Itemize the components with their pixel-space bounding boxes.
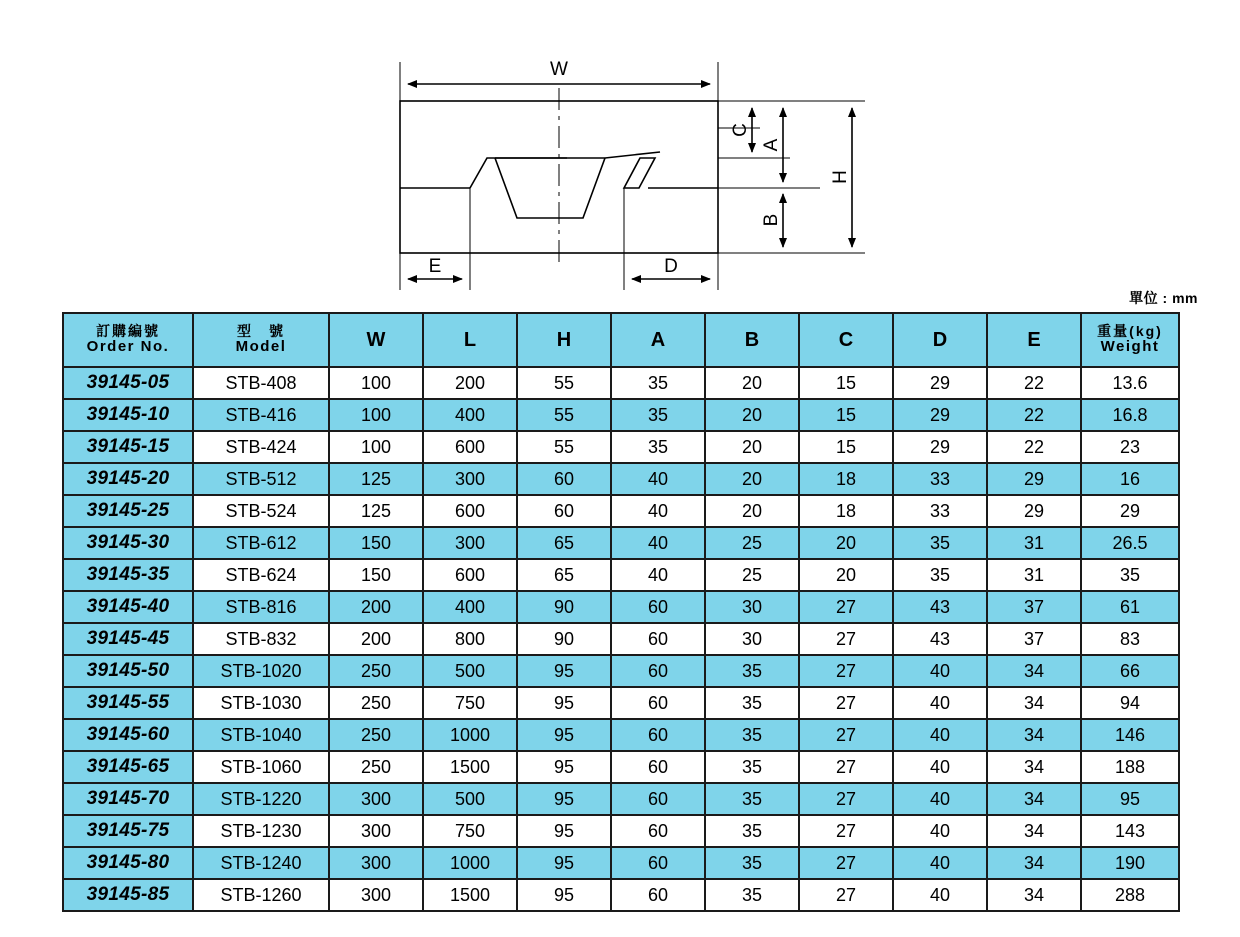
header-d: D	[893, 313, 987, 367]
table-body	[63, 367, 1179, 911]
cell-b: 30	[705, 591, 799, 623]
cell-w: 300	[329, 783, 423, 815]
cell-h: 55	[517, 431, 611, 463]
cell-h: 65	[517, 559, 611, 591]
cell-b: 30	[705, 623, 799, 655]
cell-c: 20	[799, 527, 893, 559]
header-row	[63, 313, 1179, 367]
cell-c: 27	[799, 591, 893, 623]
cell-order-no: 39145-75	[63, 815, 193, 847]
table-row	[63, 655, 1179, 687]
header-order-no-en: Order No.	[86, 338, 170, 356]
header-model-cn: 型 號	[237, 323, 285, 340]
label-B: B	[761, 213, 782, 227]
cell-model: STB-624	[193, 559, 329, 591]
cell-model: STB-816	[193, 591, 329, 623]
cell-b: 20	[705, 431, 799, 463]
cell-l: 300	[423, 463, 517, 495]
table-header	[63, 313, 1179, 367]
cell-b: 35	[705, 687, 799, 719]
cell-weight: 288	[1081, 879, 1179, 911]
cell-e: 34	[987, 847, 1081, 879]
cell-weight: 95	[1081, 783, 1179, 815]
spec-table	[62, 312, 1180, 912]
table-row	[63, 527, 1179, 559]
cell-order-no: 39145-85	[63, 879, 193, 911]
table-row	[63, 431, 1179, 463]
cell-a: 40	[611, 559, 705, 591]
cell-c: 27	[799, 815, 893, 847]
table-row	[63, 719, 1179, 751]
cell-d: 40	[893, 815, 987, 847]
cell-a: 60	[611, 591, 705, 623]
cell-h: 55	[517, 367, 611, 399]
header-l: L	[423, 313, 517, 367]
cell-b: 20	[705, 463, 799, 495]
cell-h: 95	[517, 847, 611, 879]
cell-order-no: 39145-60	[63, 719, 193, 751]
cell-weight: 13.6	[1081, 367, 1179, 399]
cell-d: 40	[893, 751, 987, 783]
label-C: C	[730, 123, 751, 137]
cell-order-no: 39145-20	[63, 463, 193, 495]
cell-b: 25	[705, 527, 799, 559]
header-weight	[1081, 313, 1179, 367]
header-w: W	[329, 313, 423, 367]
cell-model: STB-1220	[193, 783, 329, 815]
cell-d: 40	[893, 879, 987, 911]
cell-l: 200	[423, 367, 517, 399]
table-row	[63, 687, 1179, 719]
cell-e: 34	[987, 687, 1081, 719]
cell-model: STB-1060	[193, 751, 329, 783]
cell-c: 18	[799, 463, 893, 495]
cell-d: 43	[893, 591, 987, 623]
cell-model: STB-1030	[193, 687, 329, 719]
cell-a: 35	[611, 367, 705, 399]
cell-b: 35	[705, 815, 799, 847]
cell-w: 100	[329, 399, 423, 431]
cell-order-no: 39145-65	[63, 751, 193, 783]
cell-c: 15	[799, 399, 893, 431]
cell-c: 27	[799, 783, 893, 815]
cell-c: 20	[799, 559, 893, 591]
cell-weight: 66	[1081, 655, 1179, 687]
cell-weight: 29	[1081, 495, 1179, 527]
cell-d: 33	[893, 495, 987, 527]
cell-e: 34	[987, 879, 1081, 911]
cell-model: STB-1040	[193, 719, 329, 751]
cell-w: 125	[329, 463, 423, 495]
cell-a: 40	[611, 463, 705, 495]
cell-c: 18	[799, 495, 893, 527]
cell-weight: 16	[1081, 463, 1179, 495]
cell-e: 31	[987, 527, 1081, 559]
cell-a: 60	[611, 815, 705, 847]
table-row	[63, 623, 1179, 655]
cell-d: 29	[893, 367, 987, 399]
cell-a: 60	[611, 655, 705, 687]
cell-e: 22	[987, 431, 1081, 463]
cell-l: 1500	[423, 879, 517, 911]
cell-d: 29	[893, 399, 987, 431]
cell-h: 95	[517, 815, 611, 847]
cell-model: STB-1020	[193, 655, 329, 687]
cell-weight: 94	[1081, 687, 1179, 719]
label-D: D	[664, 256, 678, 277]
cell-w: 200	[329, 623, 423, 655]
cell-b: 20	[705, 367, 799, 399]
cell-weight: 188	[1081, 751, 1179, 783]
cell-model: STB-1240	[193, 847, 329, 879]
cell-b: 35	[705, 719, 799, 751]
cell-order-no: 39145-30	[63, 527, 193, 559]
label-A: A	[761, 138, 782, 152]
cell-c: 27	[799, 687, 893, 719]
cell-w: 300	[329, 815, 423, 847]
cell-h: 60	[517, 463, 611, 495]
cell-h: 95	[517, 783, 611, 815]
table-row	[63, 463, 1179, 495]
cell-a: 60	[611, 719, 705, 751]
cell-h: 55	[517, 399, 611, 431]
cell-a: 60	[611, 751, 705, 783]
cell-e: 22	[987, 367, 1081, 399]
cell-l: 600	[423, 559, 517, 591]
cell-l: 1000	[423, 719, 517, 751]
cell-w: 150	[329, 559, 423, 591]
cell-e: 37	[987, 623, 1081, 655]
cell-e: 34	[987, 751, 1081, 783]
cell-w: 300	[329, 879, 423, 911]
cell-w: 100	[329, 367, 423, 399]
cell-l: 750	[423, 815, 517, 847]
cell-a: 35	[611, 399, 705, 431]
cell-a: 60	[611, 847, 705, 879]
cell-weight: 26.5	[1081, 527, 1179, 559]
cell-e: 34	[987, 783, 1081, 815]
header-e: E	[987, 313, 1081, 367]
cell-e: 34	[987, 815, 1081, 847]
cell-order-no: 39145-80	[63, 847, 193, 879]
cell-w: 300	[329, 847, 423, 879]
cell-d: 35	[893, 527, 987, 559]
cell-l: 400	[423, 591, 517, 623]
table-row	[63, 367, 1179, 399]
cell-w: 200	[329, 591, 423, 623]
cell-h: 95	[517, 687, 611, 719]
cell-weight: 61	[1081, 591, 1179, 623]
cell-order-no: 39145-50	[63, 655, 193, 687]
cell-l: 500	[423, 655, 517, 687]
cell-order-no: 39145-15	[63, 431, 193, 463]
cell-w: 250	[329, 719, 423, 751]
cell-c: 15	[799, 431, 893, 463]
header-h: H	[517, 313, 611, 367]
table-row	[63, 815, 1179, 847]
cell-order-no: 39145-05	[63, 367, 193, 399]
cell-model: STB-1260	[193, 879, 329, 911]
cell-c: 27	[799, 751, 893, 783]
cell-w: 150	[329, 527, 423, 559]
cell-d: 40	[893, 655, 987, 687]
cell-c: 27	[799, 655, 893, 687]
cell-model: STB-416	[193, 399, 329, 431]
cell-order-no: 39145-40	[63, 591, 193, 623]
cell-w: 100	[329, 431, 423, 463]
header-c: C	[799, 313, 893, 367]
cell-d: 29	[893, 431, 987, 463]
cell-a: 60	[611, 687, 705, 719]
header-model-en: Model	[235, 338, 287, 356]
cell-weight: 190	[1081, 847, 1179, 879]
table-row	[63, 847, 1179, 879]
table-row	[63, 559, 1179, 591]
cell-a: 60	[611, 623, 705, 655]
cell-l: 800	[423, 623, 517, 655]
cell-h: 95	[517, 751, 611, 783]
cell-l: 500	[423, 783, 517, 815]
cell-model: STB-524	[193, 495, 329, 527]
cell-weight: 23	[1081, 431, 1179, 463]
cell-l: 600	[423, 431, 517, 463]
unit-note: 單位 : mm	[1129, 290, 1198, 306]
cell-model: STB-408	[193, 367, 329, 399]
cell-a: 40	[611, 495, 705, 527]
cell-h: 90	[517, 591, 611, 623]
cell-h: 95	[517, 719, 611, 751]
cell-e: 34	[987, 719, 1081, 751]
cell-model: STB-1230	[193, 815, 329, 847]
cell-b: 35	[705, 879, 799, 911]
cell-b: 20	[705, 495, 799, 527]
cell-a: 35	[611, 431, 705, 463]
cell-e: 29	[987, 463, 1081, 495]
table-row	[63, 495, 1179, 527]
label-E: E	[428, 256, 442, 277]
cell-w: 250	[329, 687, 423, 719]
header-a: A	[611, 313, 705, 367]
cell-l: 1000	[423, 847, 517, 879]
cell-b: 35	[705, 751, 799, 783]
cell-a: 40	[611, 527, 705, 559]
header-b: B	[705, 313, 799, 367]
cell-e: 34	[987, 655, 1081, 687]
cell-w: 250	[329, 655, 423, 687]
cell-model: STB-424	[193, 431, 329, 463]
table-row	[63, 751, 1179, 783]
cell-d: 40	[893, 719, 987, 751]
cell-order-no: 39145-45	[63, 623, 193, 655]
cell-c: 27	[799, 623, 893, 655]
spec-table-container	[62, 312, 1178, 912]
cell-c: 27	[799, 879, 893, 911]
dimension-drawing	[0, 0, 1240, 300]
header-weight-cn: 重量(kg)	[1097, 323, 1163, 340]
cell-a: 60	[611, 879, 705, 911]
cell-h: 90	[517, 623, 611, 655]
cell-w: 125	[329, 495, 423, 527]
cell-model: STB-612	[193, 527, 329, 559]
cell-d: 40	[893, 847, 987, 879]
cell-e: 22	[987, 399, 1081, 431]
cell-h: 60	[517, 495, 611, 527]
cell-weight: 83	[1081, 623, 1179, 655]
cell-l: 300	[423, 527, 517, 559]
cell-e: 29	[987, 495, 1081, 527]
cell-b: 35	[705, 783, 799, 815]
cell-c: 27	[799, 719, 893, 751]
cell-d: 43	[893, 623, 987, 655]
cell-weight: 16.8	[1081, 399, 1179, 431]
cell-weight: 35	[1081, 559, 1179, 591]
cell-order-no: 39145-25	[63, 495, 193, 527]
cell-model: STB-832	[193, 623, 329, 655]
cell-d: 33	[893, 463, 987, 495]
cell-a: 60	[611, 783, 705, 815]
cell-l: 600	[423, 495, 517, 527]
label-W: W	[550, 59, 568, 80]
cell-h: 65	[517, 527, 611, 559]
header-model	[193, 313, 329, 367]
cell-b: 35	[705, 847, 799, 879]
header-weight-en: Weight	[1100, 338, 1160, 356]
cell-e: 37	[987, 591, 1081, 623]
cell-d: 35	[893, 559, 987, 591]
cell-order-no: 39145-10	[63, 399, 193, 431]
table-row	[63, 783, 1179, 815]
cell-b: 25	[705, 559, 799, 591]
cell-h: 95	[517, 655, 611, 687]
cell-order-no: 39145-35	[63, 559, 193, 591]
cell-b: 20	[705, 399, 799, 431]
cell-d: 40	[893, 783, 987, 815]
cell-d: 40	[893, 687, 987, 719]
cell-order-no: 39145-70	[63, 783, 193, 815]
cell-weight: 143	[1081, 815, 1179, 847]
table-row	[63, 591, 1179, 623]
table-row	[63, 399, 1179, 431]
cell-l: 750	[423, 687, 517, 719]
cell-e: 31	[987, 559, 1081, 591]
cell-l: 400	[423, 399, 517, 431]
cell-w: 250	[329, 751, 423, 783]
table-row	[63, 879, 1179, 911]
cell-weight: 146	[1081, 719, 1179, 751]
cell-h: 95	[517, 879, 611, 911]
header-order-no	[63, 313, 193, 367]
cell-c: 27	[799, 847, 893, 879]
cell-b: 35	[705, 655, 799, 687]
label-H: H	[830, 170, 851, 184]
cell-model: STB-512	[193, 463, 329, 495]
header-order-no-cn: 訂購編號	[96, 323, 160, 340]
cell-order-no: 39145-55	[63, 687, 193, 719]
cell-l: 1500	[423, 751, 517, 783]
cell-c: 15	[799, 367, 893, 399]
